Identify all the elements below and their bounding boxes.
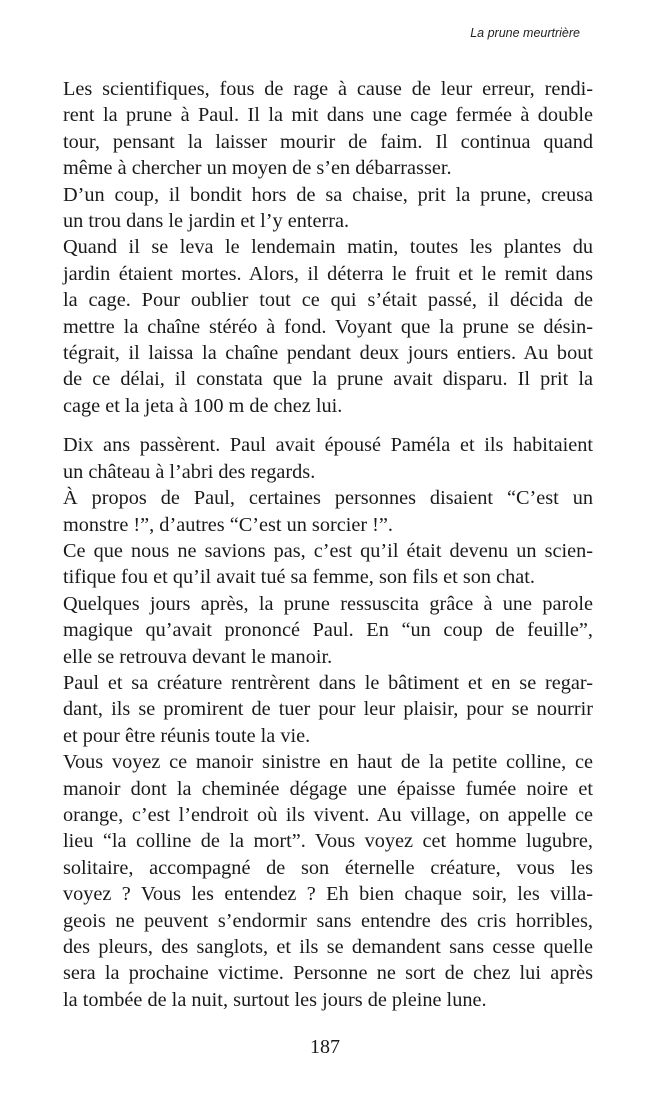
text-line: tégrait, il laissa la chaîne pendant deux jours entiers. Au bout	[63, 342, 593, 365]
text-line: orange, c’est l’endroit où ils vivent. Au village, on appelle ce	[63, 803, 593, 826]
running-header: La prune meurtrière	[470, 26, 580, 40]
paragraph	[63, 182, 593, 235]
text-line: dant, ils se promirent de tuer pour leur plaisir, pour se nourrir	[63, 698, 593, 721]
text-line: Les scientifiques, fous de rage à cause de leur erreur, rendi-	[63, 78, 593, 100]
text-line: tour, pensant la laisser mourir de faim. Il continua quand	[63, 130, 593, 153]
paragraph	[63, 670, 593, 749]
paragraph	[63, 485, 593, 538]
text-line: des pleurs, des sanglots, et ils se demandent sans cesse quelle	[63, 936, 593, 958]
paragraph	[63, 76, 593, 182]
text-line: même à chercher un moyen de s’en débarrasser.	[63, 157, 452, 180]
text-line: voyez ? Vous les entendez ? Eh bien chaque soir, les villa-	[63, 883, 593, 906]
text-line: Dix ans passèrent. Paul avait épousé Paméla et ils habitaient	[63, 434, 593, 457]
text-line: Quelques jours après, la prune ressuscita grâce à une parole	[63, 592, 593, 615]
paragraph	[63, 432, 593, 485]
text-line: un trou dans le jardin et l’y enterra.	[63, 210, 350, 233]
text-line: la cage. Pour oublier tout ce qui s’était passé, il décida de	[63, 289, 593, 312]
text-line: jardin étaient mortes. Alors, il déterra le fruit et le remit dans	[63, 262, 593, 285]
text-line: de ce délai, il constata que la prune avait disparu. Il prit la	[63, 368, 593, 391]
text-line: tifique fou et qu’il avait tué sa femme, son fils et son chat.	[63, 566, 535, 589]
text-line: Quand il se leva le lendemain matin, toutes les plantes du	[63, 236, 593, 259]
text-line: lieu “la colline de la mort”. Vous voyez cet homme lugubre,	[63, 830, 593, 853]
text-line: solitaire, accompagné de son éternelle créature, vous les	[63, 856, 593, 879]
paragraph	[63, 749, 593, 1013]
paragraph	[63, 591, 593, 670]
text-line: rent la prune à Paul. Il la mit dans une cage fermée à double	[63, 104, 593, 127]
text-line: D’un coup, il bondit hors de sa chaise, prit la prune, creusa	[63, 183, 593, 206]
text-line: cage et la jeta à 100 m de chez lui.	[63, 394, 343, 417]
text-line: manoir dont la cheminée dégage une épaisse fumée noire et	[63, 777, 593, 800]
page-body-text	[63, 76, 593, 1013]
text-line: À propos de Paul, certaines personnes disaient “C’est un	[63, 487, 593, 510]
section-gap	[63, 419, 593, 432]
text-line: monstre !”, d’autres “C’est un sorcier !”.	[63, 513, 394, 536]
paragraph	[63, 538, 593, 591]
text-line: magique qu’avait prononcé Paul. En “un coup de feuille”,	[63, 619, 593, 642]
text-line: un château à l’abri des regards.	[63, 460, 316, 483]
text-line: sera la prochaine victime. Personne ne sort de chez lui après	[63, 962, 593, 985]
text-line: elle se retrouva devant le manoir.	[63, 645, 333, 668]
text-line: Ce que nous ne savions pas, c’est qu’il était devenu un scien-	[63, 539, 593, 562]
text-line: geois ne peuvent s’endormir sans entendre des cris horribles,	[63, 909, 593, 932]
text-line: Paul et sa créature rentrèrent dans le bâtiment et en se regar-	[63, 671, 593, 694]
text-line: Vous voyez ce manoir sinistre en haut de la petite colline, ce	[63, 751, 593, 774]
text-line: la tombée de la nuit, surtout les jours de pleine lune.	[63, 988, 487, 1011]
text-line: et pour être réunis toute la vie.	[63, 724, 311, 747]
text-line: mettre la chaîne stéréo à fond. Voyant que la prune se désin-	[63, 315, 593, 338]
paragraph	[63, 234, 593, 419]
page-number: 187	[310, 1036, 340, 1058]
